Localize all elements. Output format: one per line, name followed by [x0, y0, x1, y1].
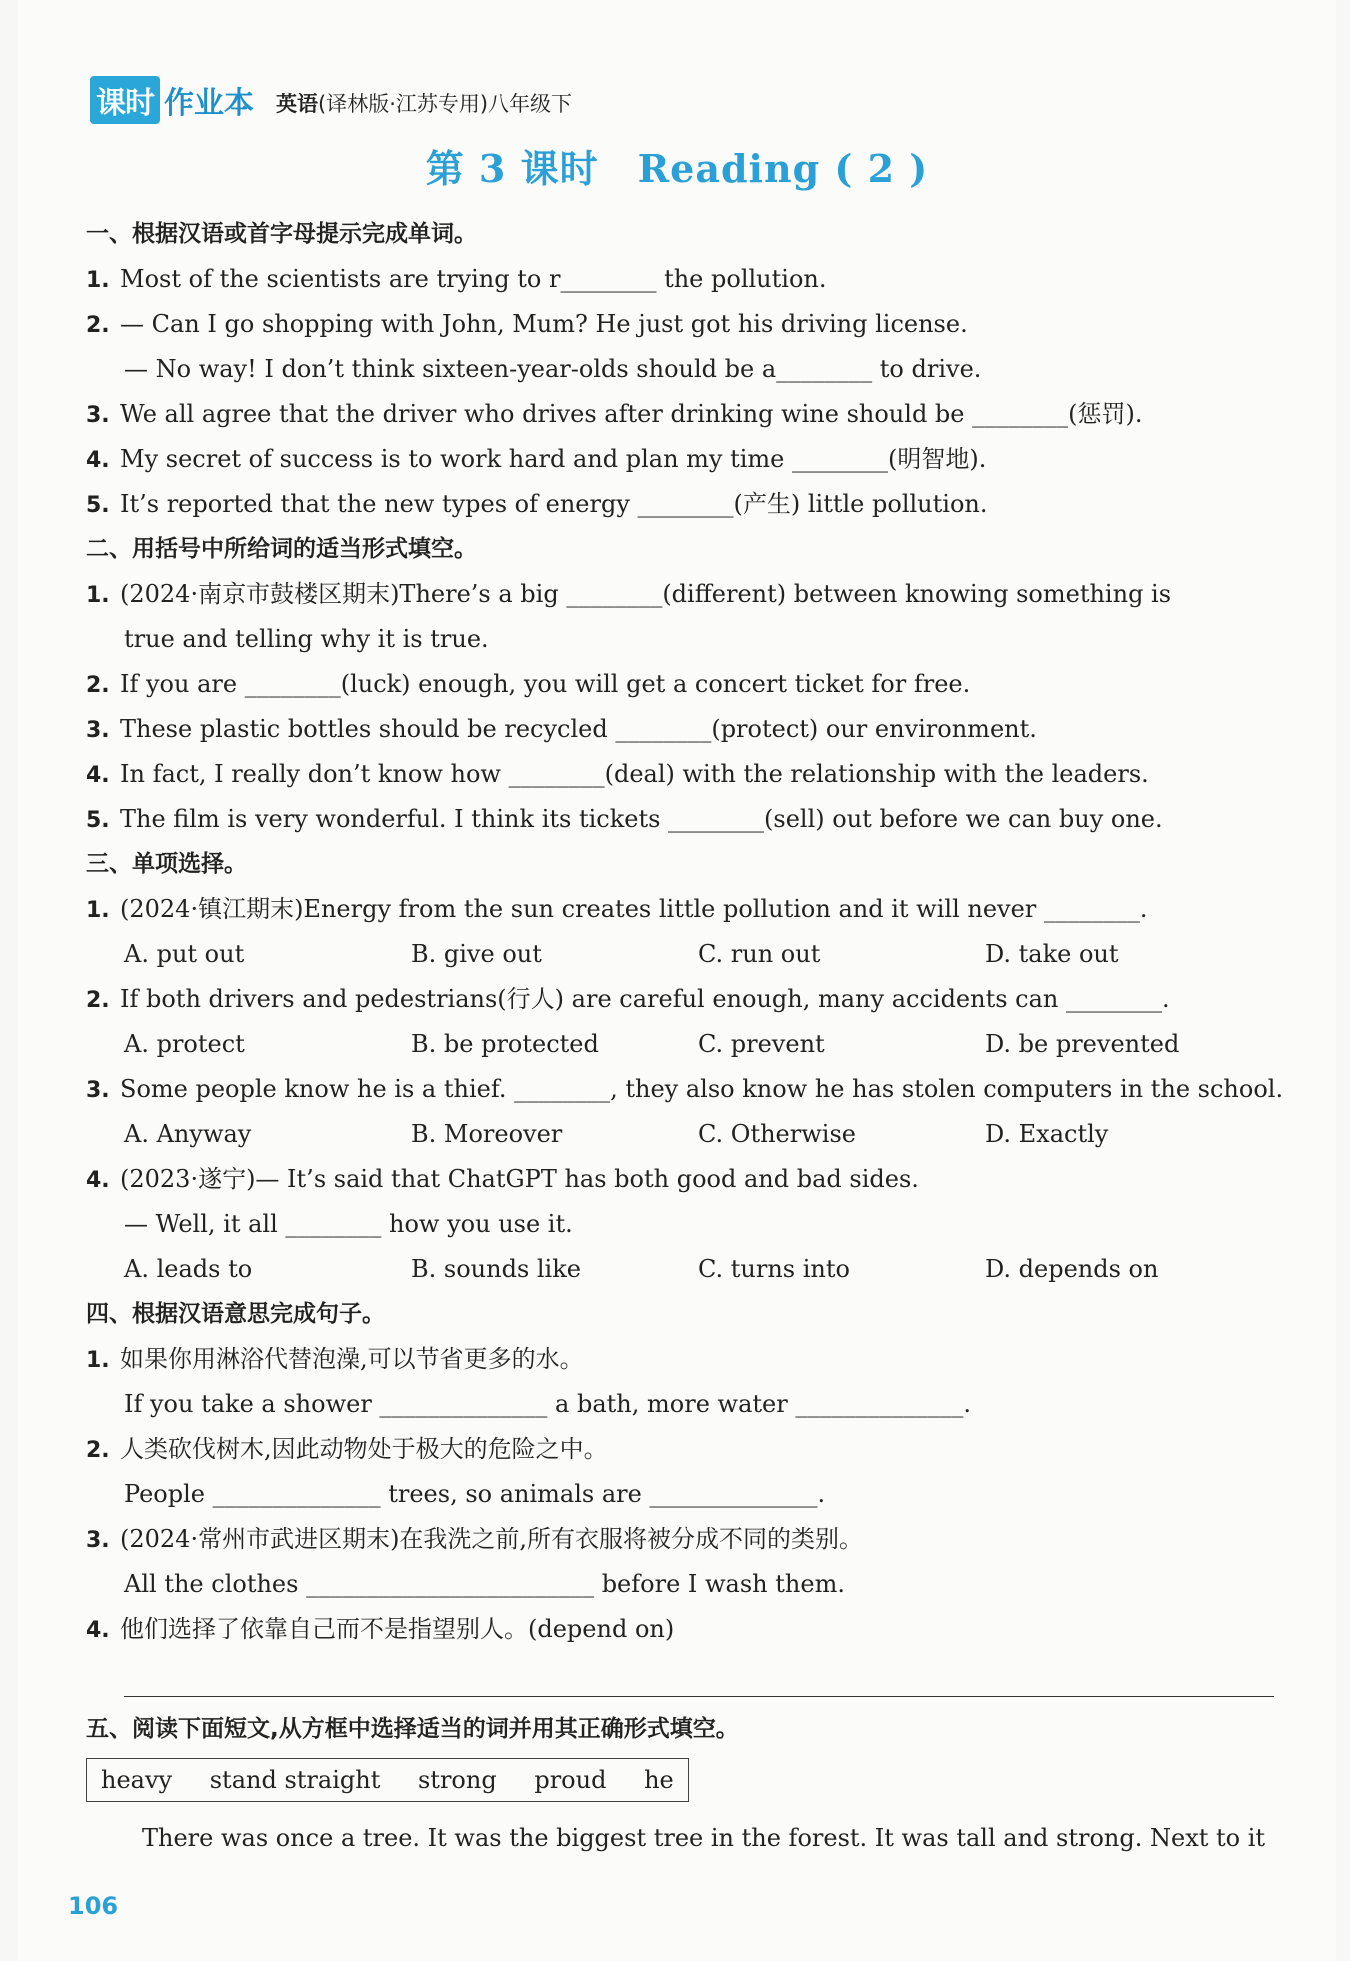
question-line — [86, 752, 1286, 797]
option-row — [86, 1247, 1286, 1292]
question-line — [86, 977, 1286, 1022]
worksheet-page — [18, 0, 1336, 1961]
question-text: 人类砍伐树木,因此动物处于极大的危险之中。 — [120, 1435, 608, 1463]
option-row — [86, 932, 1286, 977]
question-line — [86, 617, 1286, 662]
question-text: In fact, I really don’t know how ________(deal) with the relationship with the leaders. — [120, 760, 1149, 788]
subject-edition: (译林版·江苏专用)八年级下 — [318, 92, 573, 116]
question-line — [86, 437, 1286, 482]
page-header — [90, 78, 572, 124]
option: B. give out — [411, 940, 542, 968]
option: C. run out — [698, 940, 821, 968]
option: A. Anyway — [124, 1120, 252, 1148]
question-number: 2. — [86, 673, 110, 698]
question-line — [86, 347, 1286, 392]
question-line — [86, 1067, 1286, 1112]
option: B. sounds like — [411, 1255, 581, 1283]
question-text: Most of the scientists are trying to r________ the pollution. — [120, 265, 827, 293]
option-row — [86, 1022, 1286, 1067]
option: A. put out — [124, 940, 245, 968]
section-heading: 四、根据汉语意思完成句子。 — [86, 1301, 385, 1327]
word-box-item: strong — [417, 1766, 497, 1794]
question-line — [86, 887, 1286, 932]
question-text: All the clothes ________________________ before I wash them. — [124, 1570, 845, 1598]
question-text: 如果你用淋浴代替泡澡,可以节省更多的水。 — [120, 1345, 584, 1373]
subject-label — [276, 88, 572, 124]
option: D. take out — [985, 940, 1119, 968]
word-box-item: he — [644, 1766, 674, 1794]
option: D. depends on — [985, 1255, 1159, 1283]
question-number: 5. — [86, 808, 110, 833]
option: C. turns into — [698, 1255, 850, 1283]
question-text: — Well, it all ________ how you use it. — [124, 1210, 573, 1238]
question-number: 3. — [86, 1078, 110, 1103]
question-line — [86, 1157, 1286, 1202]
word-box — [86, 1758, 689, 1802]
question-number: 1. — [86, 583, 110, 608]
section-heading: 五、阅读下面短文,从方框中选择适当的词并用其正确形式填空。 — [86, 1716, 739, 1742]
question-line — [86, 1517, 1286, 1562]
section-heading: 一、根据汉语或首字母提示完成单词。 — [86, 221, 477, 247]
question-line — [86, 707, 1286, 752]
option: C. Otherwise — [698, 1120, 856, 1148]
question-text: 他们选择了依靠自己而不是指望别人。(depend on) — [120, 1615, 675, 1643]
question-line — [86, 1382, 1286, 1427]
question-number: 1. — [86, 1348, 110, 1373]
question-line — [86, 1427, 1286, 1472]
section-heading: 三、单项选择。 — [86, 851, 247, 877]
question-line — [86, 302, 1286, 347]
question-text: If both drivers and pedestrians(行人) are careful enough, many accidents can ________. — [120, 985, 1170, 1013]
reading-paragraph: There was once a tree. It was the biggest tree in the forest. It was tall and strong. Next to it — [142, 1824, 1266, 1852]
option-row — [86, 1112, 1286, 1157]
question-number: 4. — [86, 763, 110, 788]
question-line — [86, 1607, 1286, 1652]
question-line — [86, 257, 1286, 302]
question-text: true and telling why it is true. — [124, 625, 489, 653]
option: B. be protected — [411, 1030, 599, 1058]
question-number: 5. — [86, 493, 110, 518]
option: B. Moreover — [411, 1120, 563, 1148]
word-box-item: stand straight — [209, 1766, 381, 1794]
word-box-item: heavy — [101, 1766, 173, 1794]
question-line — [86, 572, 1286, 617]
question-number: 4. — [86, 1618, 110, 1643]
question-number: 2. — [86, 313, 110, 338]
answer-line — [124, 1652, 1274, 1697]
question-text: People ______________ trees, so animals are ______________. — [124, 1480, 826, 1508]
logo-text: 作业本 — [164, 86, 254, 121]
word-box-item: proud — [534, 1766, 607, 1794]
question-number: 1. — [86, 268, 110, 293]
option: C. prevent — [698, 1030, 825, 1058]
question-text: We all agree that the driver who drives after drinking wine should be ________(惩罚). — [120, 400, 1143, 428]
logo-mark: 课时 — [90, 76, 160, 124]
brand-logo — [90, 76, 254, 124]
section-heading: 二、用括号中所给词的适当形式填空。 — [86, 536, 477, 562]
question-line — [86, 1562, 1286, 1607]
question-number: 3. — [86, 718, 110, 743]
question-text: My secret of success is to work hard and plan my time ________(明智地). — [120, 445, 987, 473]
question-line — [86, 662, 1286, 707]
question-text: It’s reported that the new types of energy ________(产生) little pollution. — [120, 490, 988, 518]
question-number: 1. — [86, 898, 110, 923]
question-line — [86, 1337, 1286, 1382]
subject-name: 英语 — [276, 92, 318, 116]
question-line — [86, 1472, 1286, 1517]
question-line — [86, 482, 1286, 527]
option: D. Exactly — [985, 1120, 1109, 1148]
question-number: 2. — [86, 1438, 110, 1463]
question-text: These plastic bottles should be recycled ________(protect) our environment. — [120, 715, 1037, 743]
question-number: 4. — [86, 448, 110, 473]
question-text: If you take a shower ______________ a bath, more water ______________. — [124, 1390, 971, 1418]
question-text: The film is very wonderful. I think its tickets ________(sell) out before we can buy one. — [120, 805, 1163, 833]
question-number: 4. — [86, 1168, 110, 1193]
question-line — [86, 797, 1286, 842]
question-number: 3. — [86, 1528, 110, 1553]
question-text: — No way! I don’t think sixteen-year-olds should be a________ to drive. — [124, 355, 982, 383]
option: D. be prevented — [985, 1030, 1180, 1058]
question-text: (2023·遂宁)— It’s said that ChatGPT has both good and bad sides. — [120, 1165, 919, 1193]
question-line — [86, 1202, 1286, 1247]
question-text: Some people know he is a thief. ________, they also know he has stolen computers in the school. — [120, 1075, 1284, 1103]
question-number: 2. — [86, 988, 110, 1013]
question-text: — Can I go shopping with John, Mum? He just got his driving license. — [120, 310, 968, 338]
question-text: If you are ________(luck) enough, you will get a concert ticket for free. — [120, 670, 971, 698]
question-line — [86, 392, 1286, 437]
question-text: (2024·常州市武进区期末)在我洗之前,所有衣服将被分成不同的类别。 — [120, 1525, 864, 1553]
question-text: (2024·镇江期末)Energy from the sun creates little pollution and it will never ________. — [120, 895, 1148, 923]
exercise-content — [86, 212, 1286, 1861]
lesson-title: 第 3 课时 Reading ( 2 ) — [425, 146, 929, 191]
option: A. protect — [124, 1030, 245, 1058]
question-number: 3. — [86, 403, 110, 428]
option: A. leads to — [124, 1255, 253, 1283]
page-number: 106 — [68, 1892, 119, 1920]
question-text: (2024·南京市鼓楼区期末)There’s a big ________(different) between knowing something is — [120, 580, 1172, 608]
